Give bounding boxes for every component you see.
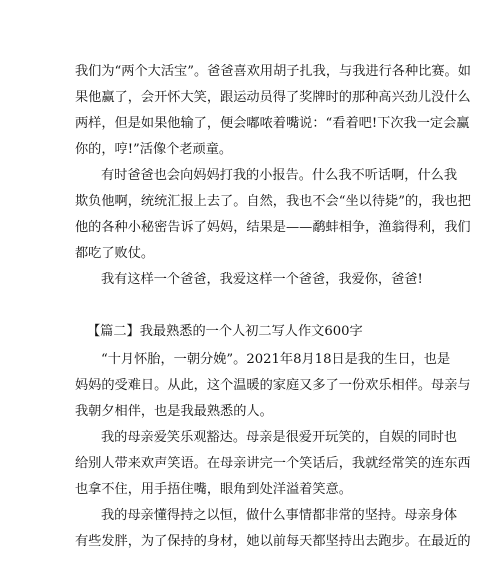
text-line: 我们为“两个大活宝”。爸爸喜欢用胡子扎我，与我进行各种比赛。如 xyxy=(75,64,471,79)
text-line: 妈妈的受难日。从此，这个温暖的家庭又多了一份欢乐相伴。母亲与 xyxy=(75,378,471,393)
text-line: “十月怀胎，一朝分娩”。2021年8月18日是我的生日，也是 xyxy=(101,352,451,367)
text-line: 我的母亲爱笑乐观豁达。母亲是很爱开玩笑的，自娱的同时也 xyxy=(101,430,458,445)
text-line: 欺负他啊，统统汇报上去了。自然，我也不会“坐以待毙”的，我也把 xyxy=(75,194,471,209)
text-line: 都吃了败仗。 xyxy=(75,246,155,261)
text-line: 他的各种小秘密告诉了妈妈，结果是——鹬蚌相争，渔翁得利，我们 xyxy=(75,220,471,235)
text-line: 我朝夕相伴，也是我最熟悉的人。 xyxy=(75,404,273,419)
text-line: 给别人带来欢声笑语。在母亲讲完一个笑话后，我就经常笑的连东西 xyxy=(75,456,471,471)
text-line: 我有这样一个爸爸，我爱这样一个爸爸，我爱你，爸爸! xyxy=(101,272,423,287)
text-line: 有时爸爸也会向妈妈打我的小报告。什么我不听话啊，什么我 xyxy=(101,168,458,183)
text-line: 我的母亲懂得持之以恒，做什么事情都非常的坚持。母亲身体 xyxy=(101,508,458,523)
text-line: 你的，哼!”活像个老顽童。 xyxy=(75,142,233,157)
text-line: 也拿不住，用手捂住嘴，眼角到处洋溢着笑意。 xyxy=(75,482,352,497)
text-line: 有些发胖，为了保持的身材，她以前每天都坚持出去跑步。在最近的 xyxy=(75,534,471,549)
section-heading: 【篇二】我最熟悉的一个人初二写人作文600字 xyxy=(87,324,363,339)
text-line: 两样，但是如果他输了，便会嘟哝着嘴说：“看着吧!下次我一定会赢 xyxy=(75,116,470,131)
text-line: 果他赢了，会开怀大笑，跟运动员得了奖牌时的那种高兴劲儿没什么 xyxy=(75,90,471,105)
